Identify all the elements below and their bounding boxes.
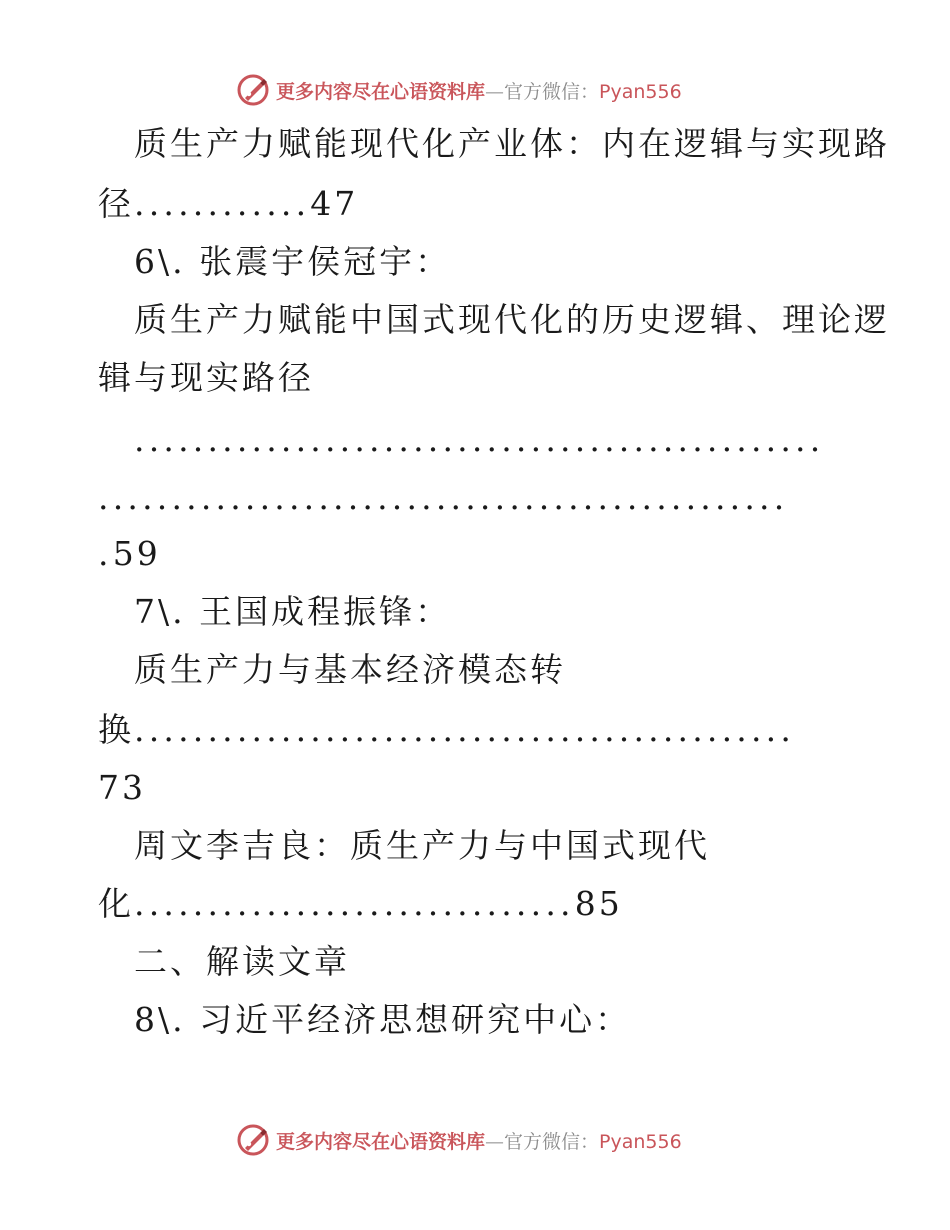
- toc-leader-dots: .............................................: [134, 710, 796, 749]
- toc-entry-author: 7\. 王国成程振锋：: [134, 592, 452, 631]
- watermark-separator: —: [485, 80, 505, 103]
- toc-page-number: 73: [98, 768, 146, 807]
- toc-leader-dots: ............: [134, 184, 311, 223]
- toc-entry-author: 8\. 习近平经济思想研究中心：: [134, 1000, 632, 1039]
- toc-entry-title-cont: [98, 710, 795, 750]
- toc-entry-title-cont: [98, 184, 358, 224]
- header-watermark: [236, 72, 682, 108]
- toc-entry-title: 质生产力赋能现代化产业体：内在逻辑与实现路: [134, 124, 890, 163]
- toc-leader-dots: ...............................................: [134, 420, 825, 459]
- pen-logo-icon: [236, 1123, 270, 1157]
- toc-page-number: 59: [112, 534, 161, 573]
- toc-entry-title: 质生产力与基本经济模态转: [134, 650, 566, 689]
- watermark-official: 官方微信：: [504, 80, 600, 103]
- toc-entry-title: 质生产力赋能中国式现代化的历史逻辑、理论逻: [134, 300, 890, 339]
- toc-leader-dots: .: [98, 534, 113, 573]
- watermark-brand: 更多内容尽在心语资料库: [276, 80, 486, 103]
- pen-logo-icon: [236, 73, 270, 107]
- toc-entry-page-line: [98, 534, 161, 574]
- toc-entry-title-cont: 辑与现实路径: [98, 358, 314, 397]
- toc-leader-dots: ..............................: [134, 884, 575, 923]
- toc-page-number: 47: [310, 184, 359, 223]
- section-heading: 二、解读文章: [134, 942, 350, 981]
- watermark-brand: 更多内容尽在心语资料库: [276, 1130, 486, 1153]
- toc-entry-title-end: 换: [98, 710, 134, 749]
- toc-leader-dots: ...............................................: [98, 478, 789, 517]
- toc-entry-title-end: 化: [98, 884, 134, 923]
- watermark-wechat-id: Pyan556: [599, 1130, 682, 1153]
- toc-page-number: 85: [574, 884, 623, 923]
- toc-entry-author: 6\. 张震宇侯冠宇：: [134, 242, 452, 281]
- watermark-official: 官方微信：: [504, 1130, 600, 1153]
- toc-entry-title-cont: [98, 884, 623, 924]
- watermark-separator: —: [485, 1130, 505, 1153]
- toc-entry-title: 周文李吉良：质生产力与中国式现代: [134, 826, 710, 865]
- footer-watermark: [236, 1122, 682, 1158]
- toc-entry-title-end: 径: [98, 184, 134, 223]
- watermark-wechat-id: Pyan556: [599, 80, 682, 103]
